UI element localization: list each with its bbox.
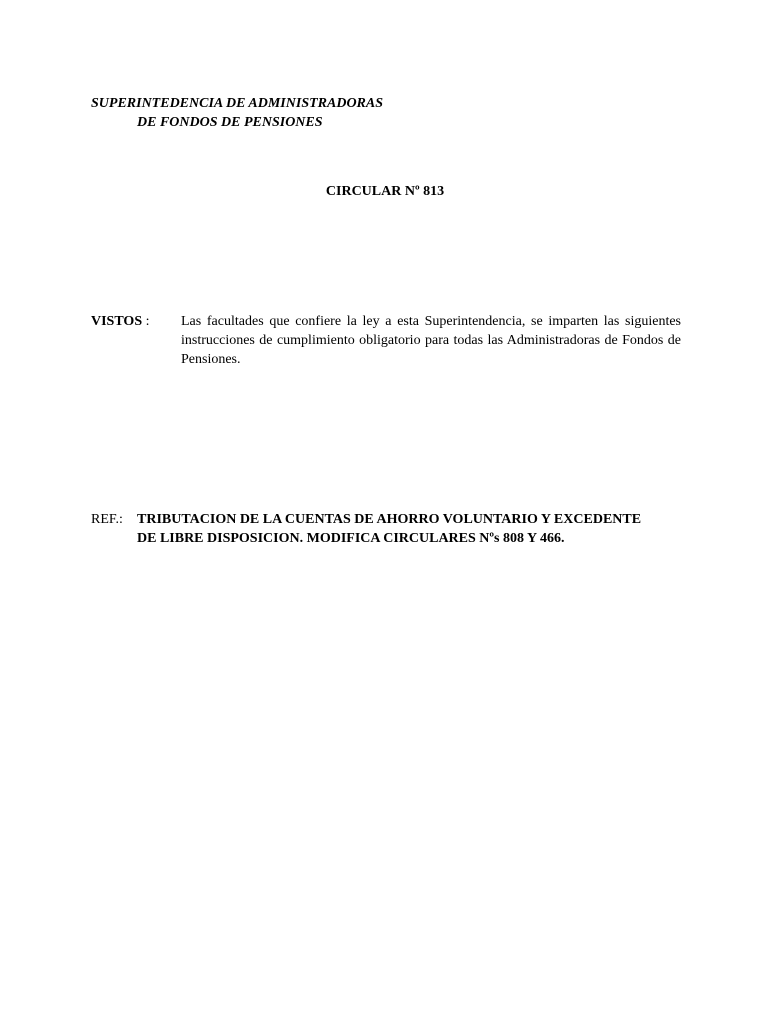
issuer-header <box>91 94 383 132</box>
circular-title: CIRCULAR Nº 813 <box>325 184 445 199</box>
vistos-label <box>91 312 150 331</box>
ref-label: REF.: <box>91 512 123 527</box>
issuer-line-1: SUPERINTEDENCIA DE ADMINISTRADORAS <box>91 96 384 111</box>
vistos-label-text: VISTOS <box>91 314 143 329</box>
ref-subject-line-1: TRIBUTACION DE LA CUENTAS DE AHORRO VOLUNTARIO Y EXCEDENTE <box>137 512 642 527</box>
vistos-paragraph: Las facultades que confiere la ley a esta Superintendencia, se imparten las siguientes instrucciones de cumplimiento obligatorio para todas las Administradoras de Fondos de Pensiones. <box>181 314 681 367</box>
issuer-line-2: DE FONDOS DE PENSIONES <box>137 115 323 130</box>
ref-subject <box>137 510 687 548</box>
vistos-separator: : <box>142 314 150 329</box>
ref-subject-line-2: DE LIBRE DISPOSICION. MODIFICA CIRCULARES Nºs 808 Y 466. <box>137 531 565 546</box>
